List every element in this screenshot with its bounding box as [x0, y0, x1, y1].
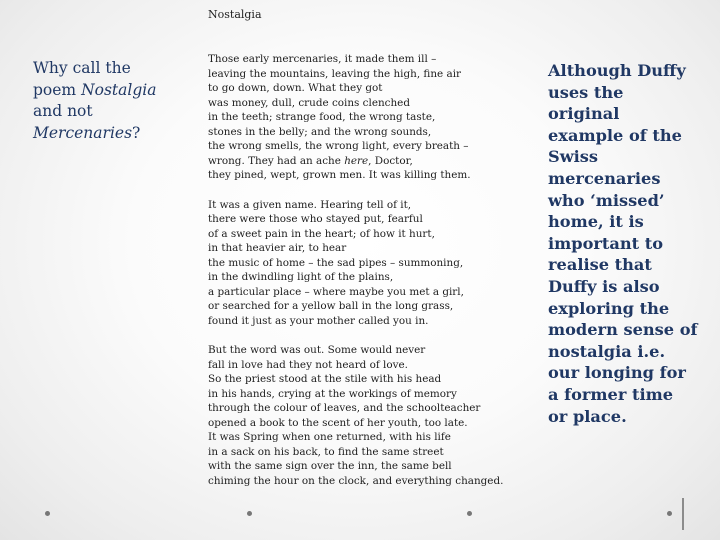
stanza-2 — [208, 198, 518, 329]
decorative-bar — [682, 498, 684, 530]
poem-line: they pined, wept, grown men. It was killing them. — [208, 169, 471, 181]
commentary-note: Although Duffy uses the original example of the Swiss mercenaries who ‘missed’ home, it is important to realise that Duffy is also exploring the modern sense of nostalgia i.e. our longing for a former time or place. — [548, 61, 698, 426]
question-part-1: Why call the poem — [33, 59, 131, 99]
poem-line: of a sweet pain in the heart; of how it hurt, — [208, 227, 435, 240]
poem-line: in his hands, crying at the workings of memory — [208, 387, 457, 400]
poem-line: in the dwindling light of the plains, — [208, 271, 394, 283]
poem-line: leaving the mountains, leaving the high, fine air — [208, 67, 461, 80]
question-text — [33, 58, 163, 144]
poem-line: found it just as your mother called you in. — [208, 314, 429, 327]
stanza-1 — [208, 52, 518, 183]
poem-line-part: , Doctor, — [368, 154, 413, 167]
poem-emphasis-here: here — [344, 154, 369, 167]
decorative-dot — [247, 511, 252, 516]
poem-body — [208, 52, 518, 503]
poem-line: the music of home – the sad pipes – summoning, — [208, 256, 464, 269]
question-emphasis-nostalgia: Nostalgia — [81, 80, 157, 99]
question-part-3: ? — [132, 123, 141, 142]
poem-line: with the same sign over the inn, the same bell — [208, 460, 452, 472]
poem-line: chiming the hour on the clock, and everything changed. — [208, 474, 504, 487]
poem-line: to go down, down. What they got — [208, 82, 383, 94]
poem-line: through the colour of leaves, and the schoolteacher — [208, 402, 481, 414]
decorative-dot — [467, 511, 472, 516]
poem-line: in a sack on his back, to find the same street — [208, 445, 444, 458]
poem-line: fall in love had they not heard of love. — [208, 358, 408, 371]
poem-line — [208, 154, 518, 169]
poem-line: was money, dull, crude coins clenched — [208, 96, 410, 109]
poem-line: stones in the belly; and the wrong sounds, — [208, 125, 432, 138]
poem-line: opened a book to the scent of her youth, too late. — [208, 416, 468, 429]
poem-line: a particular place – where maybe you met a girl, — [208, 285, 464, 298]
decorative-dot — [667, 511, 672, 516]
poem-line: there were those who stayed put, fearful — [208, 213, 423, 225]
poem-line: Those early mercenaries, it made them ill – — [208, 53, 437, 65]
decorative-dot — [45, 511, 50, 516]
question-part-2: and not — [33, 102, 93, 120]
poem-line: in the teeth; strange food, the wrong taste, — [208, 111, 436, 123]
poem-title: Nostalgia — [208, 8, 262, 21]
stanza-3 — [208, 343, 518, 488]
poem-line: But the word was out. Some would never — [208, 344, 426, 356]
poem-line-part: wrong. They had an ache — [208, 154, 345, 167]
poem-line: So the priest stood at the stile with his head — [208, 373, 442, 385]
poem-line: or searched for a yellow ball in the long grass, — [208, 300, 454, 312]
poem-line: in that heavier air, to hear — [208, 242, 347, 254]
poem-line: the wrong smells, the wrong light, every breath – — [208, 140, 469, 152]
poem-line: It was Spring when one returned, with his life — [208, 431, 451, 443]
poem-line: It was a given name. Hearing tell of it, — [208, 198, 412, 211]
question-emphasis-mercenaries: Mercenaries — [33, 123, 133, 142]
